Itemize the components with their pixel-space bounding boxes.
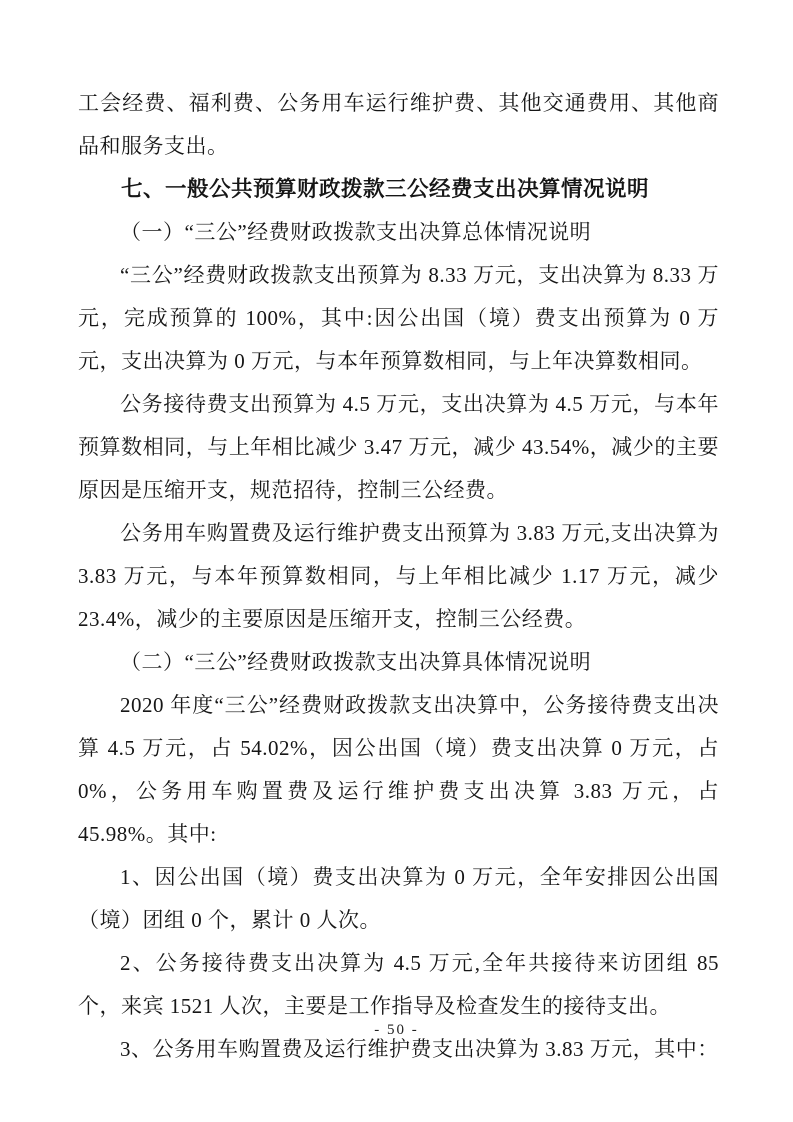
section-heading: 七、一般公共预算财政拨款三公经费支出决算情况说明 (121, 177, 650, 201)
paragraph-item-3-vehicle: 3、公务用车购置费及运行维护费支出决算为 3.83 万元，其中： (120, 1037, 719, 1061)
subsection-heading-1: （一）“三公”经费财政拨款支出决算总体情况说明 (120, 220, 592, 244)
subsection-heading-2: （二）“三公”经费财政拨款支出决算具体情况说明 (120, 650, 592, 674)
paragraph-total-overview: “三公”经费财政拨款支出预算为 8.33 万元，支出决算为 8.33 万元，完成预算的 100%，其中:因公出国（境）费支出预算为 0 万元，支出决算为 0 万元，与本年预算数相同，与上年决算数相同。 (78, 263, 719, 373)
document-body (78, 82, 719, 1071)
page-number: - 50 - (374, 1022, 419, 1038)
paragraph-2020-breakdown: 2020 年度“三公”经费财政拨款支出决算中，公务接待费支出决算 4.5 万元，占 54.02%，因公出国（境）费支出决算 0 万元，占 0%，公务用车购置费及运行维护费支出决算 3.83 万元，占 45.98%。其中: (78, 693, 719, 846)
paragraph-reception-expense: 公务接待费支出预算为 4.5 万元，支出决算为 4.5 万元，与本年预算数相同，与上年相比减少 3.47 万元，减少 43.54%，减少的主要原因是压缩开支，规范招待，控制三公经费。 (78, 392, 719, 502)
paragraph-vehicle-expense: 公务用车购置费及运行维护费支出预算为 3.83 万元,支出决算为 3.83 万元，与本年预算数相同，与上年相比减少 1.17 万元，减少 23.4%，减少的主要原因是压缩开支，控制三公经费。 (78, 521, 719, 631)
paragraph-item-1-abroad: 1、因公出国（境）费支出决算为 0 万元，全年安排因公出国（境）团组 0 个，累计 0 人次。 (78, 865, 719, 932)
paragraph-item-2-reception: 2、公务接待费支出决算为 4.5 万元,全年共接待来访团组 85 个，来宾 1521 人次，主要是工作指导及检查发生的接待支出。 (78, 951, 719, 1018)
paragraph-continuation: 工会经费、福利费、公务用车运行维护费、其他交通费用、其他商品和服务支出。 (78, 91, 719, 158)
